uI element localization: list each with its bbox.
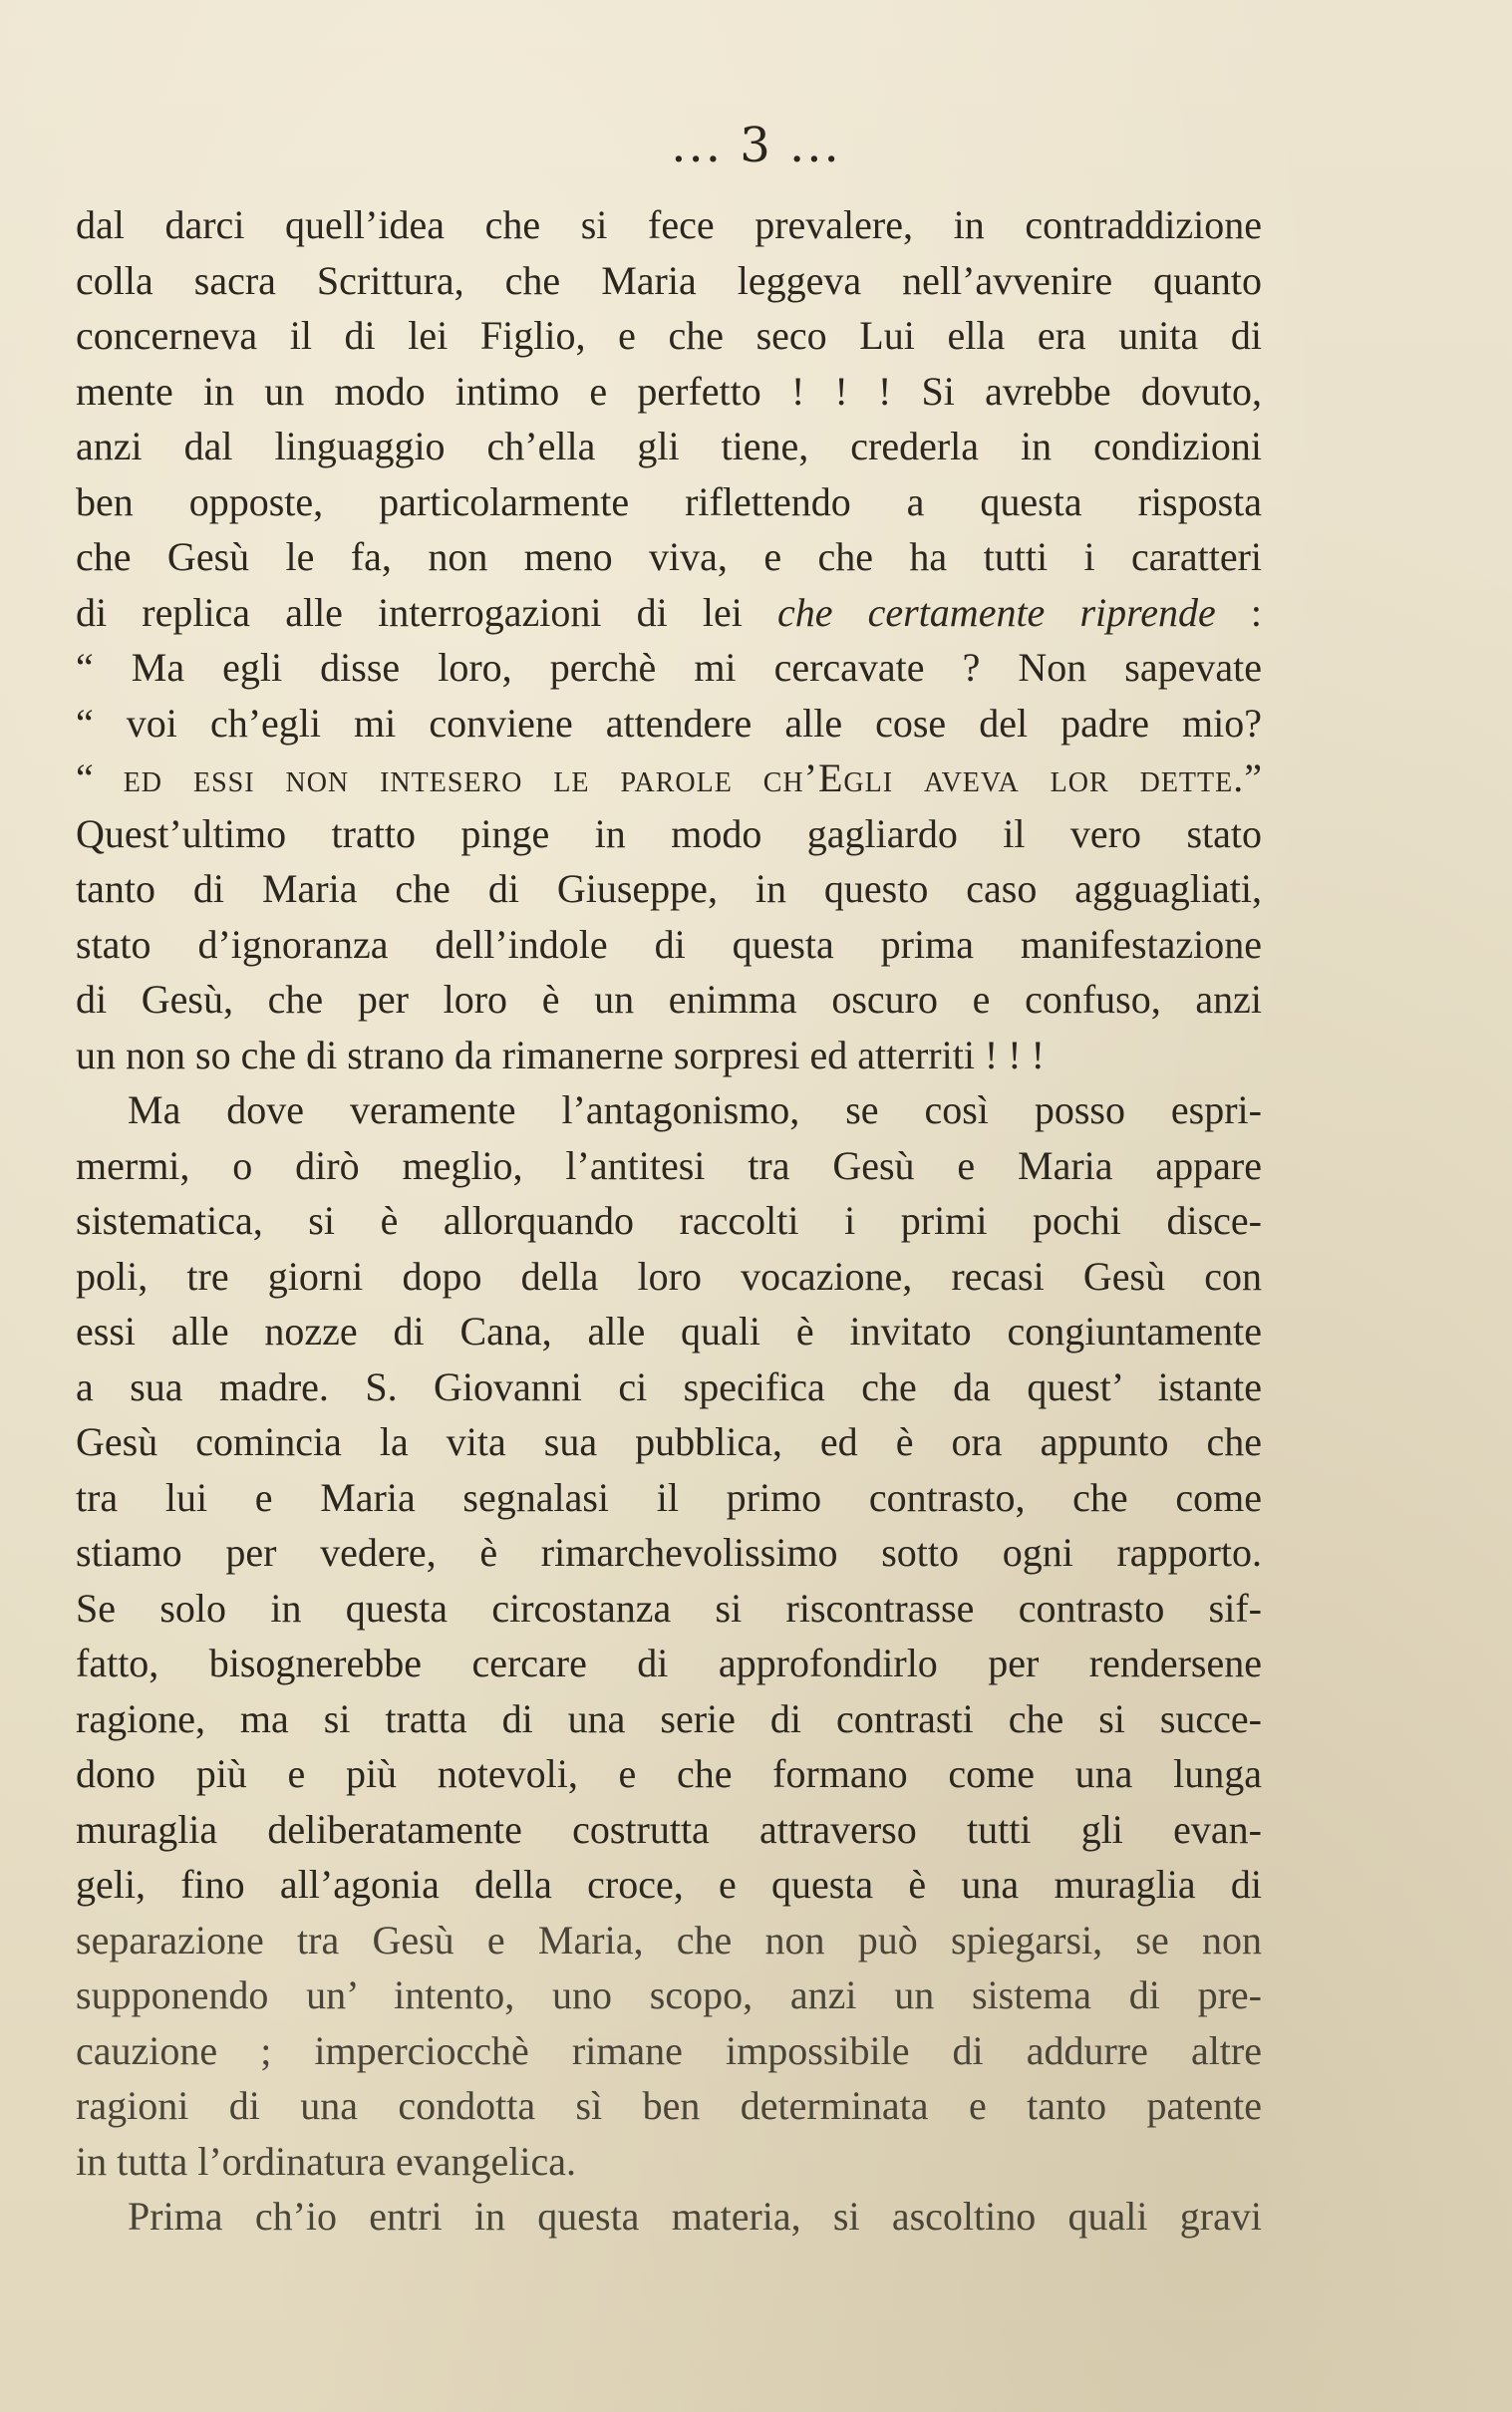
line-text: “ [76,755,124,800]
text-line [76,1802,1262,1858]
text-line [76,1636,1262,1691]
text-line [76,696,1262,752]
line-text: supponendo un’ intento, uno scopo, anzi un sistema di pre- [76,1972,1262,2017]
line-text: in tutta l’ordinatura evangelica. [76,2138,577,2184]
text-line [76,1691,1262,1747]
line-text: dono più e più notevoli, e che formano come una lunga [76,1751,1262,1796]
line-text: muraglia deliberatamente costrutta attraverso tutti gli evan- [76,1806,1262,1852]
line-text: ragioni di una condotta sì ben determinata e tanto patente [76,2083,1262,2128]
text-line [76,1028,1262,1083]
text-line [76,1525,1262,1581]
text-line [76,1414,1262,1470]
text-line [76,861,1262,917]
line-text: di Gesù, che per loro è un enimma oscuro e confuso, anzi [76,977,1262,1022]
line-text: sistematica, si è allorquando raccolti i primi pochi disce- [76,1198,1262,1243]
text-line [76,1470,1262,1526]
text-line [76,1581,1262,1637]
text-line [76,364,1262,420]
line-text: Prima ch’io entri in questa materia, si ascoltino quali gravi [128,2194,1262,2239]
line-text: “ voi ch’egli mi conviene attendere alle cose del padre mio? [76,700,1262,746]
line-text: geli, fino all’agonia della croce, e questa è una muraglia di [76,1862,1262,1907]
text-line [76,640,1262,696]
line-text: stato d’ignoranza dell’indole di questa prima manifestazione [76,921,1262,967]
line-text: ” [1244,755,1262,800]
text-line [76,474,1262,530]
line-text: stiamo per vedere, è rimarchevolissimo sotto ogni rapporto. [76,1530,1262,1575]
text-line [76,419,1262,474]
line-text: concerneva il di lei Figlio, e che seco Lui ella era unita di [76,313,1262,358]
line-text: ragione, ma si tratta di una serie di contrasti che si succe- [76,1695,1262,1741]
text-line [76,2189,1262,2245]
line-text: di replica alle interrogazioni di lei [76,589,777,635]
italic-phrase: che certamente riprende [776,589,1216,635]
line-text: tanto di Maria che di Giuseppe, in questo caso agguagliati, [76,866,1262,911]
line-text: a sua madre. S. Giovanni ci specifica che da quest’ istante [76,1363,1262,1409]
line-text: poli, tre giorni dopo della loro vocazione, recasi Gesù con [76,1253,1262,1299]
text-line [76,253,1262,309]
line-text: fatto, bisognerebbe cercare di approfondirlo per rendersene [76,1641,1262,1685]
line-text: che Gesù le fa, non meno viva, e che ha tutti i caratteri [76,534,1262,579]
line-text: “ Ma egli disse loro, perchè mi cercavate ? Non sapevate [76,645,1262,690]
text-line [76,806,1262,862]
line-text: Quest’ultimo tratto pinge in modo gagliardo il vero stato [76,810,1262,856]
line-text: un non so che di strano da rimanerne sorpresi ed atterriti ! ! ! [76,1032,1045,1077]
text-line [76,917,1262,973]
page-number: ... 3 ... [671,118,841,173]
text-line [76,1138,1262,1194]
text-line [76,1857,1262,1913]
line-text: Se solo in questa circostanza si riscontrasse contrasto sif- [76,1585,1262,1631]
line-text: Gesù comincia la vita sua pubblica, ed è ora appunto che [76,1419,1262,1464]
text-line [76,1359,1262,1415]
line-text: separazione tra Gesù e Maria, che non può spiegarsi, se non [76,1917,1262,1962]
line-text: essi alle nozze di Cana, alle quali è invitato congiuntamente [76,1309,1262,1354]
text-line [76,751,1262,806]
text-line [76,2078,1262,2134]
text-line [76,1193,1262,1249]
text-line [76,308,1262,364]
line-text: mente in un modo intimo e perfetto ! ! ! Si avrebbe dovuto, [76,368,1262,414]
line-text: ben opposte, particolarmente riflettendo a questa risposta [76,478,1262,524]
text-line [76,1082,1262,1138]
line-text: mermi, o dirò meglio, l’antitesi tra Gesù e Maria appare [76,1142,1262,1188]
text-line [76,1967,1262,2023]
text-line [76,1304,1262,1359]
text-line [76,1913,1262,1968]
line-text: colla sacra Scrittura, che Maria leggeva nell’avvenire quanto [76,257,1262,303]
line-text: dal darci quell’idea che si fece prevalere, in contraddizione [76,202,1262,247]
line-text: : [1215,589,1262,635]
text-line [76,585,1262,641]
small-caps-phrase: ed essi non intesero le parole ch’Egli aveva lor dette. [123,755,1245,800]
text-line [76,972,1262,1028]
text-line [76,197,1262,253]
text-line [76,529,1262,585]
body-text [76,197,1262,2245]
line-text: Ma dove veramente l’antagonismo, se così posso espri- [128,1087,1262,1132]
line-text: cauzione ; imperciocchè rimane impossibile di addurre altre [76,2027,1262,2073]
line-text: anzi dal linguaggio ch’ella gli tiene, crederla in condizioni [76,424,1262,468]
text-line [76,2134,1262,2190]
text-line [76,2023,1262,2079]
line-text: tra lui e Maria segnalasi il primo contrasto, che come [76,1474,1262,1520]
text-line [76,1249,1262,1305]
text-line [76,1746,1262,1802]
